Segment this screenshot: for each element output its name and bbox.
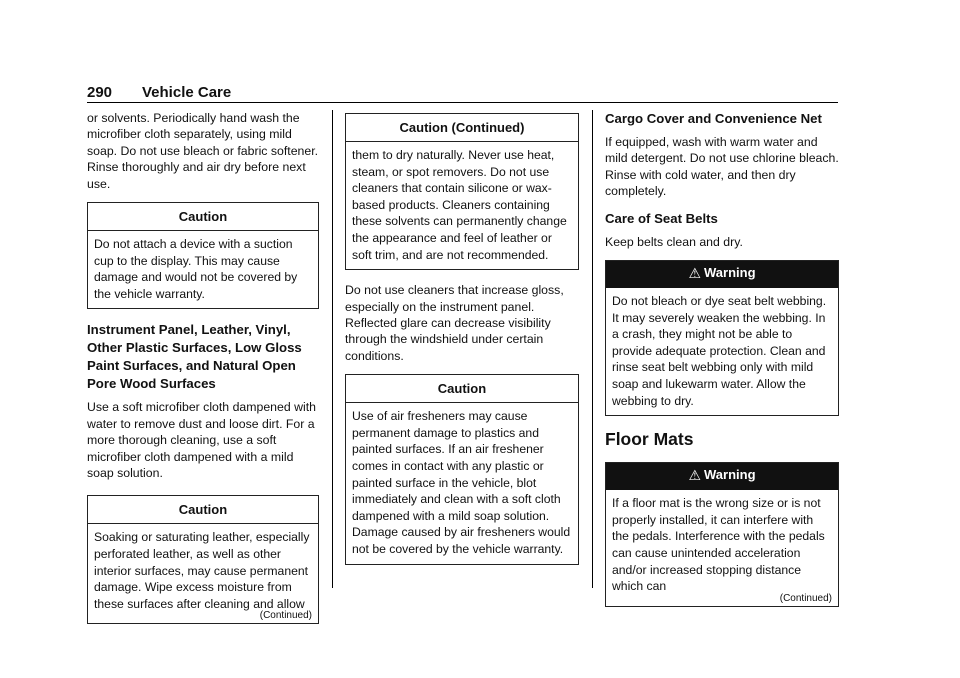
column-1 (87, 110, 319, 636)
header-rule (87, 102, 838, 103)
warning-body: If a floor mat is the wrong size or is not properly installed, it can interfere with the pedals. Interference with the pedals can cause unintended acceleration and/or increased stopping distance which can (612, 496, 825, 594)
seat-belts-heading: Care of Seat Belts (605, 210, 718, 226)
warning-title: Warning (704, 467, 756, 483)
warning-icon: ⚠ (688, 467, 702, 484)
column-divider-1 (332, 110, 333, 588)
continued-label: (Continued) (259, 610, 312, 622)
instrument-panel-paragraph: Use a soft microfiber cloth dampened with water to remove dust and loose dirt. For a more thorough cleaning, use a soft microfiber cloth dampened with a mild soap solution. (87, 400, 316, 481)
caution-title: Caution (88, 203, 318, 231)
cargo-cover-heading: Cargo Cover and Convenience Net (605, 111, 822, 126)
warning-box-seat-belts (605, 260, 839, 416)
warning-box-floor-mats (605, 462, 839, 607)
warning-title: Warning (704, 265, 756, 281)
intro-paragraph: or solvents. Periodically hand wash the microfiber cloth separately, using mild soap. Do not use bleach or fabric softener. Rinse thoroughly and air dry before next use. (87, 111, 319, 191)
gloss-paragraph: Do not use cleaners that increase gloss, especially on the instrument panel. Reflected glare can decrease visibility through the windshield under certain conditions. (345, 283, 564, 363)
caution-body: them to dry naturally. Never use heat, steam, or spot removers. Do not use cleaners that contain silicone or wax-based products. Cleaners containing these solvents can permanently change the appearance and feel of leather or soft trim, and are not recommended. (352, 148, 567, 262)
floor-mats-heading: Floor Mats (605, 429, 694, 450)
caution-box-leather (87, 495, 319, 624)
caution-body: Soaking or saturating leather, especially perforated leather, as well as other interior surfaces, may cause permanent damage. Wipe excess moisture from these surfaces after cleaning and allow (94, 530, 310, 611)
caution-title: Caution (346, 375, 578, 403)
caution-box-air-fresheners (345, 374, 579, 564)
instrument-panel-heading: Instrument Panel, Leather, Vinyl, Other Plastic Surfaces, Low Gloss Paint Surfaces, and Natural Open Pore Wood Surfaces (87, 322, 302, 392)
column-2 (345, 113, 579, 577)
caution-box-continued (345, 113, 579, 270)
caution-title: Caution (88, 496, 318, 524)
caution-body: Use of air fresheners may cause permanent damage to plastics and painted surfaces. If an air freshener comes in contact with any plastic or painted surface in the vehicle, blot immediately and clean with a soft cloth dampened with a mild soap solution. Damage caused by air fresheners would not be covered by the vehicle warranty. (352, 409, 571, 556)
warning-body: Do not bleach or dye seat belt webbing. It may severely weaken the webbing. In a crash, they might not be able to provide adequate protection. Clean and rinse seat belt webbing only with mild soap and lukewarm water. Allow the webbing to dry. (612, 294, 827, 408)
caution-body: Do not attach a device with a suction cup to the display. This may cause damage and would not be covered by the vehicle warranty. (94, 237, 298, 301)
page-header (87, 84, 838, 102)
warning-icon: ⚠ (688, 265, 702, 282)
column-3 (605, 110, 839, 619)
continued-label: (Continued) (779, 592, 832, 604)
column-divider-2 (592, 110, 593, 588)
page-number: 290 (87, 84, 113, 101)
section-title: Vehicle Care (142, 84, 232, 101)
caution-title: Caution (Continued) (346, 114, 578, 142)
cargo-cover-paragraph: If equipped, wash with warm water and mild detergent. Do not use chlorine bleach. Rinse with cold water, and then dry completely. (605, 135, 839, 199)
seat-belts-paragraph: Keep belts clean and dry. (605, 234, 743, 249)
caution-box-display (87, 202, 319, 309)
